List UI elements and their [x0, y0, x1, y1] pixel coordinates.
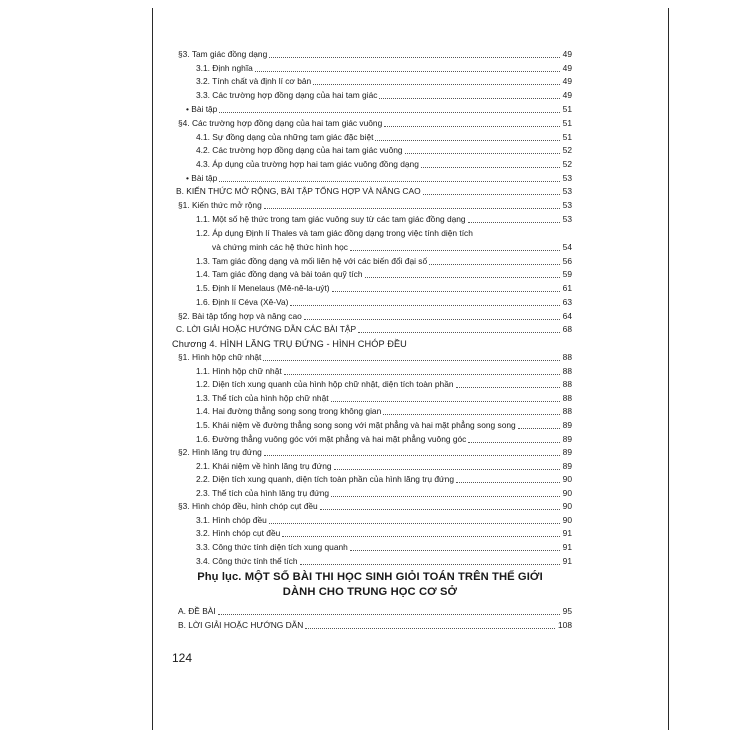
- toc-entry-page: 59: [562, 269, 572, 279]
- toc-entry-title: 3.4. Công thức tính thể tích: [196, 556, 298, 566]
- toc-entry-page: 91: [562, 528, 572, 538]
- toc-entry-title: B. KIẾN THỨC MỞ RỘNG, BÀI TẬP TỔNG HỢP VÀ NÂNG CAO: [176, 186, 421, 196]
- dot-leader: [269, 57, 559, 58]
- dot-leader: [219, 112, 559, 113]
- dot-leader: [264, 455, 560, 456]
- toc-entry-title: 3.2. Tính chất và định lí cơ bản: [196, 76, 312, 86]
- toc-entry-page: 90: [562, 474, 572, 484]
- toc-entry-page: 54: [562, 242, 572, 252]
- dot-leader: [384, 126, 559, 127]
- dot-leader: [290, 305, 559, 306]
- toc-entry-title: 1.5. Định lí Menelaus (Mê-nê-la-uýt): [196, 283, 330, 293]
- toc-entry-page: 88: [562, 352, 572, 362]
- toc-entry: [196, 419, 572, 431]
- toc-entry-title: • Bài tập: [186, 173, 218, 183]
- dot-leader: [269, 523, 560, 524]
- toc-entry-title: §2. Bài tập tổng hợp và nâng cao: [178, 311, 302, 321]
- dot-leader: [332, 291, 560, 292]
- toc-entry: [178, 619, 572, 631]
- toc-entry: [196, 131, 572, 143]
- toc-entry-title: 4.1. Sự đồng dạng của những tam giác đặc biệt: [196, 132, 374, 142]
- toc-entry: [178, 310, 572, 322]
- toc-entry-title: 3.1. Hình chóp đều: [196, 515, 267, 525]
- toc-entry: [176, 323, 572, 335]
- toc-entry-title: §2. Hình lăng trụ đứng: [178, 447, 262, 457]
- toc-entry-page: 53: [562, 173, 572, 183]
- dot-leader: [375, 140, 559, 141]
- toc-entry: [178, 48, 572, 60]
- toc-entry-page: 49: [562, 49, 572, 59]
- dot-leader: [456, 387, 560, 388]
- toc-entry-title: §1. Kiến thức mở rộng: [178, 200, 262, 210]
- toc-entry-page: 90: [562, 501, 572, 511]
- toc-entry-title: A. ĐỀ BÀI: [178, 606, 216, 616]
- toc-entry: [186, 103, 572, 115]
- dot-leader: [263, 360, 559, 361]
- toc-entry-title: và chứng minh các hệ thức hình học: [212, 242, 348, 252]
- toc-entry-page: 95: [562, 606, 572, 616]
- toc-entry-page: 89: [562, 434, 572, 444]
- toc-entry: [178, 117, 572, 129]
- toc-entry: [178, 605, 572, 617]
- dot-leader: [468, 222, 560, 223]
- toc-entry: [196, 227, 572, 239]
- dot-leader: [383, 414, 559, 415]
- toc-entry-page: 49: [562, 76, 572, 86]
- toc-entry: [196, 433, 572, 445]
- toc-entry: [196, 213, 572, 225]
- toc-entry-page: 64: [562, 311, 572, 321]
- dot-leader: [379, 98, 559, 99]
- toc-entry-title: 2.2. Diện tích xung quanh, diện tích toàn phần của hình lăng trụ đứng: [196, 474, 454, 484]
- toc-entry: [196, 378, 572, 390]
- toc-entry-title: B. LỜI GIẢI HOẶC HƯỚNG DẪN: [178, 620, 304, 630]
- toc-entry-title: 1.2. Diện tích xung quanh của hình hộp chữ nhật, diện tích toàn phần: [196, 379, 454, 389]
- toc-entry: [178, 199, 572, 211]
- dot-leader: [429, 264, 560, 265]
- dot-leader: [331, 496, 560, 497]
- page-number: 124: [172, 651, 193, 665]
- toc-entry-page: 53: [562, 200, 572, 210]
- toc-entry-title: §3. Hình chóp đều, hình chóp cụt đều: [178, 501, 318, 511]
- toc-entry-title: 1.4. Hai đường thẳng song song trong không gian: [196, 406, 382, 416]
- toc-entry-title: 1.6. Định lí Céva (Xê-Va): [196, 297, 289, 307]
- toc-entry-title: 2.3. Thể tích của hình lăng trụ đứng: [196, 488, 330, 498]
- dot-leader: [421, 167, 560, 168]
- toc-entry-page: 53: [562, 186, 572, 196]
- dot-leader: [218, 614, 560, 615]
- dot-leader: [304, 319, 560, 320]
- toc-entry-title: 1.5. Khái niệm về đường thẳng song song với mặt phẳng và hai mặt phẳng song song: [196, 420, 516, 430]
- toc-entry-page: 90: [562, 488, 572, 498]
- toc-entry-page: 51: [562, 118, 572, 128]
- toc-entry: [196, 62, 572, 74]
- toc-entry-title: 1.2. Áp dụng Định lí Thales và tam giác đồng dạng trong việc tính diện tích: [196, 228, 473, 238]
- toc-entry: [196, 527, 572, 539]
- toc-entry: [196, 296, 572, 308]
- toc-entry-page: 89: [562, 461, 572, 471]
- chapter-heading: [172, 338, 572, 350]
- toc-entry-page: 89: [562, 420, 572, 430]
- toc-entry: [178, 446, 572, 458]
- toc-entry: [196, 541, 572, 553]
- toc-entry-title: 1.1. Hình hộp chữ nhật: [196, 366, 282, 376]
- toc-entry: [196, 405, 572, 417]
- toc-entry: [196, 392, 572, 404]
- toc-entry: [196, 473, 572, 485]
- dot-leader: [518, 428, 560, 429]
- dot-leader: [334, 469, 560, 470]
- toc-entry: [196, 514, 572, 526]
- dot-leader: [255, 71, 560, 72]
- toc-entry-page: 88: [562, 366, 572, 376]
- toc-entry: [196, 75, 572, 87]
- toc-entry-title: Chương 4. HÌNH LĂNG TRỤ ĐỨNG - HÌNH CHÓP ĐỀU: [172, 339, 407, 349]
- dot-leader: [405, 153, 560, 154]
- toc-entry-title: 3.3. Công thức tính diện tích xung quanh: [196, 542, 348, 552]
- dot-leader: [358, 332, 560, 333]
- toc-entry-title: C. LỜI GIẢI HOẶC HƯỚNG DẪN CÁC BÀI TẬP: [176, 324, 357, 334]
- toc-entry-page: 108: [558, 620, 572, 630]
- toc-entry-title: §4. Các trường hợp đồng dạng của hai tam giác vuông: [178, 118, 383, 128]
- dot-leader: [331, 401, 560, 402]
- toc-entry-page: 91: [562, 556, 572, 566]
- toc-entry-title: 1.6. Đường thẳng vuông góc với mặt phẳng và hai mặt phẳng vuông góc: [196, 434, 467, 444]
- toc-entry-page: 53: [562, 214, 572, 224]
- toc-entry: [176, 185, 572, 197]
- appendix-title-line-2: DÀNH CHO TRUNG HỌC CƠ SỞ: [282, 586, 458, 598]
- toc-entry-page: 63: [562, 297, 572, 307]
- dot-leader: [305, 628, 555, 629]
- toc-entry-page: 88: [562, 379, 572, 389]
- toc-entry-title: 1.3. Thể tích của hình hộp chữ nhật: [196, 393, 329, 403]
- toc-entry-title: §1. Hình hộp chữ nhật: [178, 352, 262, 362]
- toc-entry: [196, 487, 572, 499]
- toc-entry-title: 1.4. Tam giác đồng dạng và bài toán quỹ tích: [196, 269, 363, 279]
- toc-entry-page: 51: [562, 104, 572, 114]
- toc-entry-title: 3.2. Hình chóp cụt đều: [196, 528, 281, 538]
- toc-entry: [196, 268, 572, 280]
- toc-entry: [186, 172, 572, 184]
- dot-leader: [264, 208, 560, 209]
- toc-entry-page: 51: [562, 132, 572, 142]
- dot-leader: [300, 564, 560, 565]
- toc-entry-title: §3. Tam giác đồng dạng: [178, 49, 268, 59]
- toc-entry: [212, 241, 572, 253]
- toc-entry: [196, 282, 572, 294]
- toc-entry: [196, 555, 572, 567]
- toc-entry: [196, 158, 572, 170]
- toc-entry: [196, 460, 572, 472]
- dot-leader: [468, 442, 559, 443]
- toc-entry-page: 89: [562, 447, 572, 457]
- dot-leader: [423, 194, 560, 195]
- toc-entry-title: 4.2. Các trường hợp đồng dạng của hai tam giác vuông: [196, 145, 403, 155]
- dot-leader: [219, 181, 559, 182]
- toc-entry-page: 52: [562, 159, 572, 169]
- dot-leader: [365, 277, 560, 278]
- toc-entry-title: 2.1. Khái niệm về hình lăng trụ đứng: [196, 461, 332, 471]
- toc-entry: [196, 89, 572, 101]
- toc-entry-title: 4.3. Áp dụng của trường hợp hai tam giác vuông đồng dạng: [196, 159, 419, 169]
- dot-leader: [313, 84, 559, 85]
- toc-entry-page: 61: [562, 283, 572, 293]
- toc-entry-page: 49: [562, 63, 572, 73]
- toc-entry: [178, 500, 572, 512]
- toc-entry-page: 91: [562, 542, 572, 552]
- toc-entry-page: 88: [562, 406, 572, 416]
- toc-entry: [196, 365, 572, 377]
- toc-entry-title: 3.3. Các trường hợp đồng dạng của hai tam giác: [196, 90, 378, 100]
- toc-entry-page: 88: [562, 393, 572, 403]
- appendix-title-line-1: Phụ lục. MỘT SỐ BÀI THI HỌC SINH GIỎI TOÁN TRÊN THẾ GIỚI: [197, 571, 543, 583]
- dot-leader: [350, 550, 560, 551]
- toc-entry: [196, 255, 572, 267]
- toc-entry-title: • Bài tập: [186, 104, 218, 114]
- toc-entry-title: 3.1. Định nghĩa: [196, 63, 253, 73]
- dot-leader: [282, 536, 559, 537]
- toc-entry-title: 1.1. Một số hệ thức trong tam giác vuông suy từ các tam giác đồng dạng: [196, 214, 466, 224]
- toc-entry-page: 49: [562, 90, 572, 100]
- dot-leader: [284, 374, 560, 375]
- toc-entry-title: 1.3. Tam giác đồng dạng và mối liên hệ với các biến đổi đại số: [196, 256, 428, 266]
- toc-entry-page: 90: [562, 515, 572, 525]
- toc-entry-page: 56: [562, 256, 572, 266]
- toc-entry-page: 52: [562, 145, 572, 155]
- dot-leader: [350, 250, 560, 251]
- toc-entry-page: 68: [562, 324, 572, 334]
- dot-leader: [456, 482, 560, 483]
- dot-leader: [320, 509, 560, 510]
- toc-entry: [178, 351, 572, 363]
- toc-entry: [196, 144, 572, 156]
